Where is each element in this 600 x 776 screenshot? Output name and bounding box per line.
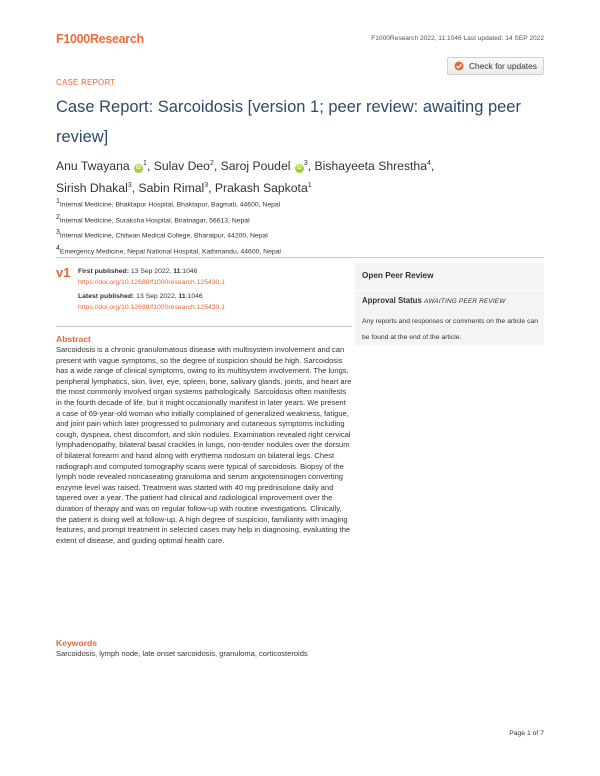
check-updates-icon bbox=[454, 61, 464, 71]
orcid-icon[interactable]: iD bbox=[136, 165, 142, 172]
open-peer-review-title: Open Peer Review bbox=[362, 271, 434, 280]
affiliation-num: 4 bbox=[56, 245, 60, 253]
author-affil-sup: 3 bbox=[127, 182, 132, 190]
affiliation-num: 3 bbox=[56, 229, 60, 237]
author-name[interactable]: Prakash Sapkota bbox=[214, 181, 308, 196]
latest-doi-link[interactable]: https://doi.org/10.12688/f1000research.125430.1 bbox=[78, 304, 225, 311]
author-affil-sup: 1 bbox=[143, 160, 147, 167]
article-number: :1046 bbox=[185, 293, 203, 300]
affiliation bbox=[56, 196, 281, 212]
affiliation-num: 2 bbox=[56, 213, 60, 221]
author-affil-sup: 4 bbox=[426, 160, 431, 167]
author-name[interactable]: Saroj Poudel bbox=[220, 159, 291, 174]
f1000research-logo[interactable]: F1000Research bbox=[56, 32, 144, 46]
author-name[interactable]: Sulav Deo bbox=[153, 159, 210, 174]
abstract-text: Sarcoidosis is a chronic granulomatous disease with multisystem involvement and can present with vague symptoms, so the degree of suspicion should be high. Sarcoidosis has a wide range of clinical symptoms, owing to its multisystem involvement. The lungs, peripheral lymphatics, skin, liver, eye, spleen, bone, salivary glands, joints, and heart are the most commonly involved organ systems pathologically. Sarcoidosis often manifests in the fourth decade of life, but it might occasionally manifest in later years. We present a case of 69-year-old woman who initially complained of generalized weakness, fatigue, and joint pain which later progressed to pulmonary and cutaneous symptoms including cough, dyspnea, chest discomfort, and skin nodules. Examination revealed right cervical lymphadenopathy, bilateral basal crackles in lungs, non-tender nodules over the dorsum of bilateral forearm and hand along with erythema nodosum on bilateral legs. Chest radiograph and computed tomography scans were typical of sarcoidosis. Biopsy of the lymph node revealed noncaseating granuloma and serum angiotensinogen converting enzyme level was raised. Treatment was started with 40 mg prednisolone daily and tapered over a year. The patient had clinical and radiological improvement over the duration of therapy and was on regular follow-up with routine investigations. Clinically, the patient is doing well at follow-up. A high degree of suspicion, familiarity with imaging features, and prompt treatment in selected cases may help in diagnosing, evaluating the extent of disease, and guiding optimal health care. bbox=[56, 345, 352, 545]
affiliation-text: Internal Medicine, Bhaktapur Hospital, Bhaktapur, Bagmati, 44600, Nepal bbox=[59, 201, 281, 209]
article-type-label: CASE REPORT bbox=[56, 78, 116, 87]
volume-number: 11 bbox=[173, 268, 181, 275]
author-name[interactable]: Bishayeeta Shrestha bbox=[314, 159, 427, 174]
approval-status-label: Approval Status bbox=[362, 296, 422, 305]
author-list: Anu Twayana $iD^1$, Sulav Deo$^2$, Saroj Poudel $iD^3$, Bishayeeta Shrestha$^4$, Sirish Dhakal$^3$, Sabin Rimal$^3$, Prakash Sapkota$^1$ bbox=[56, 159, 435, 196]
page-number: Page 1 of 7 bbox=[509, 730, 544, 737]
affiliation-text: Emergency Medicine, Nepal National Hospital, Kathmandu, 44600, Nepal bbox=[59, 248, 281, 256]
keywords-heading: Keywords bbox=[56, 638, 98, 648]
affiliation-list bbox=[56, 196, 281, 259]
affiliation bbox=[56, 227, 281, 243]
first-doi-link[interactable]: https://doi.org/10.12688/f1000research.125430.1 bbox=[78, 279, 225, 286]
affiliation-text: Internal Medicine, Suraksha Hospital, Biratnagar, 56613, Nepal bbox=[59, 216, 250, 224]
peer-review-note: Any reports and responses or comments on the article can be found at the end of the article. bbox=[362, 318, 539, 341]
divider bbox=[56, 326, 352, 327]
check-for-updates-button[interactable] bbox=[447, 57, 544, 75]
article-title: Case Report: Sarcoidosis [version 1; peer review: awaiting peer review] bbox=[56, 98, 521, 146]
abstract-heading: Abstract bbox=[56, 334, 91, 344]
affiliation-text: Internal Medicine, Chitwan Medical College, Bharatpur, 44200, Nepal bbox=[59, 232, 268, 240]
volume-number: 11 bbox=[178, 293, 186, 300]
citation-meta: F1000Research 2022, 11:1046 Last updated: 14 SEP 2022 bbox=[371, 35, 544, 42]
approval-status bbox=[362, 296, 506, 305]
author-affil-sup: 3 bbox=[204, 182, 209, 190]
author-name[interactable]: Sabin Rimal bbox=[138, 181, 205, 196]
first-published-date: 13 Sep 2022, bbox=[130, 268, 172, 275]
latest-published-date: 13 Sep 2022, bbox=[136, 293, 177, 300]
first-published-label: First published: bbox=[78, 268, 129, 275]
author-affil-sup: 2 bbox=[209, 160, 214, 167]
author-name[interactable]: Anu Twayana bbox=[56, 159, 130, 174]
version-label: v1 bbox=[56, 265, 71, 280]
panel-divider bbox=[355, 290, 544, 291]
latest-published-label: Latest published: bbox=[78, 293, 135, 300]
affiliation bbox=[56, 212, 281, 228]
author-name[interactable]: Sirish Dhakal bbox=[56, 181, 128, 196]
orcid-icon[interactable]: iD bbox=[296, 165, 302, 172]
approval-status-value: AWAITING PEER REVIEW bbox=[423, 298, 506, 305]
affiliation-num: 1 bbox=[56, 198, 60, 205]
keywords-text: Sarcoidosis, lymph node, late onset sarcoidosis, granuloma, corticosteroids bbox=[56, 649, 308, 658]
author-affil-sup: 1 bbox=[307, 182, 312, 190]
author-affil-sup: 3 bbox=[303, 160, 308, 167]
article-number: :1046 bbox=[180, 268, 198, 275]
check-for-updates-label: Check for updates bbox=[469, 61, 537, 71]
first-published bbox=[78, 267, 197, 277]
divider bbox=[56, 257, 544, 258]
latest-published bbox=[78, 292, 203, 302]
